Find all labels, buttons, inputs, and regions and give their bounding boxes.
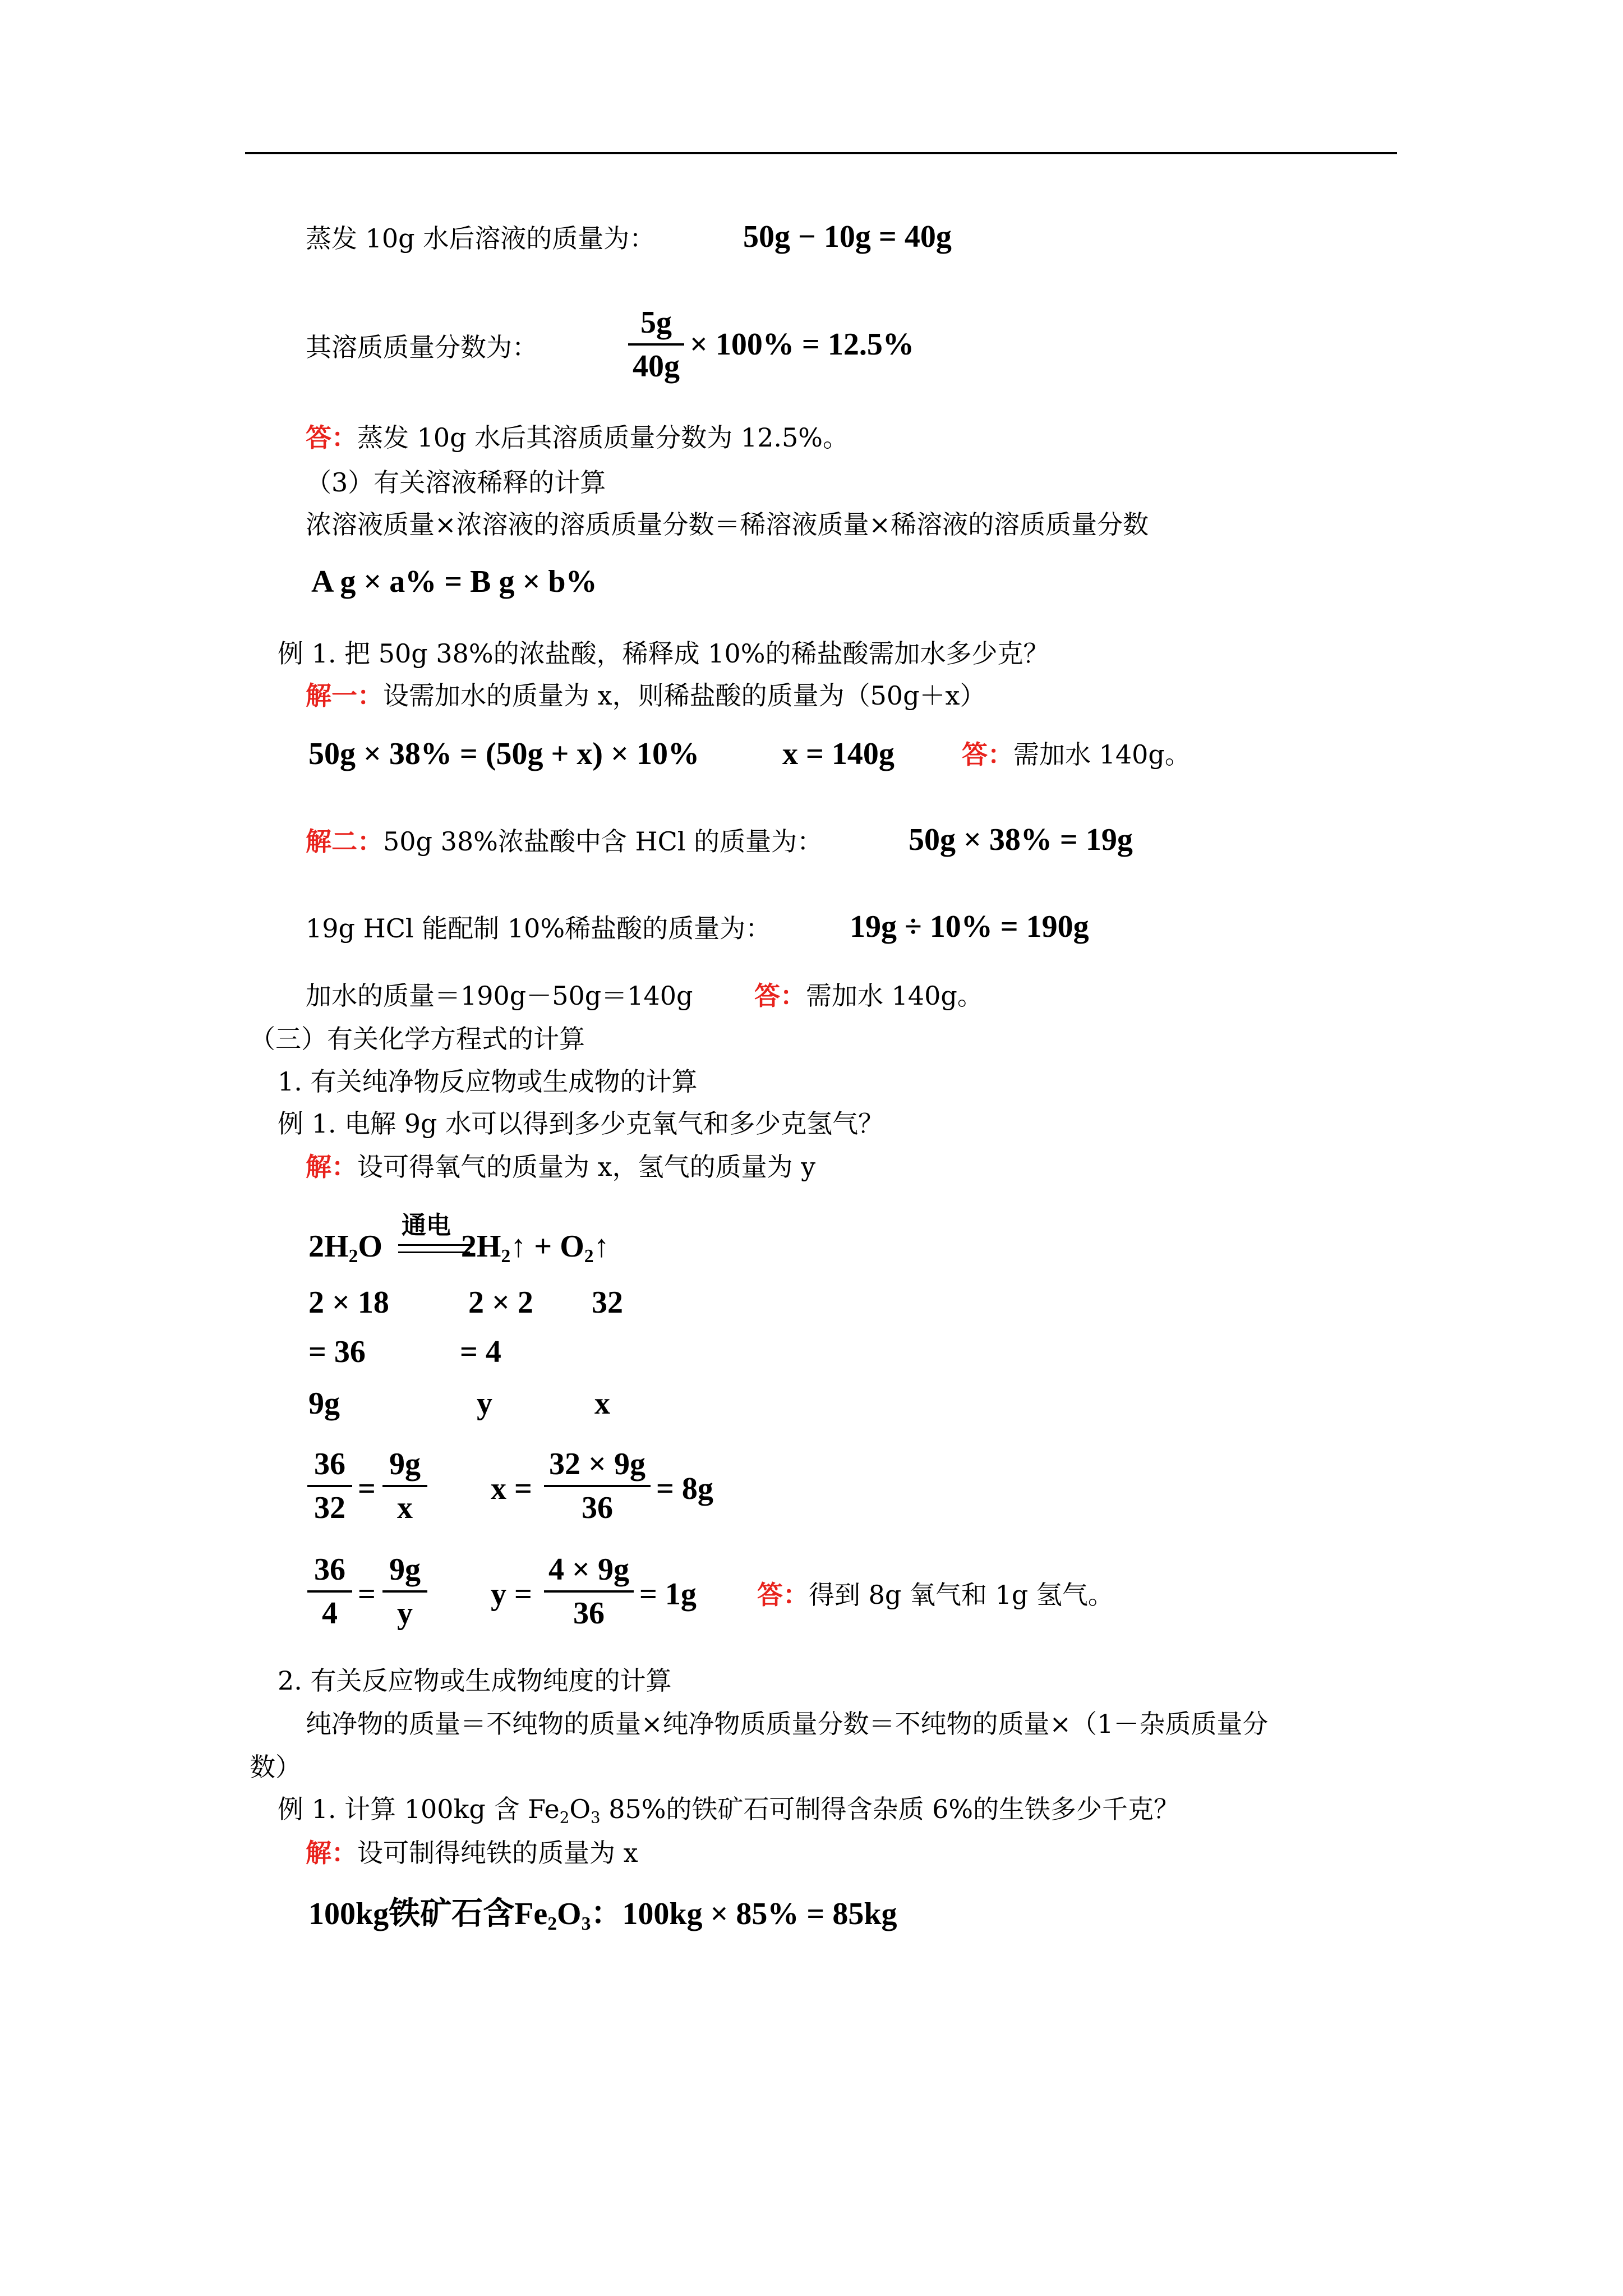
fraction-bar [382,1590,427,1593]
electrolysis-solution-text: 设可得氧气的质量为 x，氢气的质量为 y [357,1152,816,1182]
molar-row2-a: = 36 [308,1335,366,1369]
fraction-denominator: 40g [633,349,680,384]
proportion1-frac-c [544,1444,651,1527]
solution1-line [306,679,986,712]
proportion2-frac-b [382,1550,427,1633]
proportion2-frac-c-den: 36 [573,1596,605,1631]
section3-item1: 1. 有关纯净物反应物或生成物的计算 [278,1066,698,1097]
iron-ore-question-c: 85%的铁矿石可制得含杂质 6%的生铁多少千克？ [600,1794,1180,1824]
proportion2-frac-a-num: 36 [314,1552,345,1587]
proportion2-frac-a-den: 4 [322,1596,338,1631]
subsection-3-title: （3）有关溶液稀释的计算 [306,467,606,498]
example1-question: 例 1. 把 50g 38%的浓盐酸，稀释成 10%的稀盐酸需加水多少克？ [278,638,1049,669]
molar-row2-b: = 4 [460,1335,501,1369]
solution1-equation: 50g × 38% = (50g + x) × 10% [308,737,699,771]
electrolysis-answer [757,1578,1114,1612]
gas-arrow-icon: ↑ [510,1229,527,1264]
dilution-formula-math: A g × a% = B g × b% [311,564,597,599]
evap-equation: 50g − 10g = 40g [743,219,952,254]
solution1-text: 设需加水的质量为 x，则稀盐酸的质量为（50g＋x） [383,680,986,711]
answer-label: 答： [306,422,357,453]
fraction-5g-40g [628,303,684,386]
iron-ore-question-b: O [569,1794,591,1824]
proportion2-y-label: y = [491,1577,532,1612]
solution2-answer-label: 答： [754,981,806,1011]
solution2-equation2: 19g ÷ 10% = 190g [850,909,1089,944]
molar-row1-c: 32 [592,1285,623,1320]
reaction-equation: $2H_2O$ $2H_2↑$ + $O_2↑$ [308,1229,610,1267]
fraction-bar [382,1485,427,1487]
reaction-condition: 通电 [402,1211,451,1240]
iron-ore-equation: 100kg铁矿石含$Fe_2O_3$：100kg × 85% = 85kg [308,1897,897,1935]
section3-item2: 2. 有关反应物或生成物纯度的计算 [278,1665,672,1696]
gas-arrow-icon: ↑ [593,1229,610,1264]
solution2-equation: 50g × 38% = 19g [909,822,1133,857]
solution2-text: 50g 38%浓盐酸中含 HCl 的质量为： [383,826,823,857]
solution2-line [306,825,823,858]
proportion2-frac-b-num: 9g [389,1552,421,1587]
molar-row1-a: 2 × 18 [308,1285,389,1320]
evap-label: 蒸发 10g 水后溶液的质量为： [306,223,656,254]
electrolysis-question: 例 1. 电解 9g 水可以得到多少克氧气和多少克氢气？ [278,1108,884,1139]
solution1-answer [962,738,1191,771]
proportion2-result: = 1g [639,1577,697,1612]
iron-ore-question: 例 1. 计算 100kg 含 $Fe_2O_3$ 85%的铁矿石可制得含杂质 6%的生铁多少千克？ [278,1794,1180,1827]
answer-text: 蒸发 10g 水后其溶质质量分数为 12.5%。 [357,422,849,453]
purity-formula-a: 纯净物的质量＝不纯物的质量×纯净物质质量分数＝不纯物的质量×（1－杂质质量分 [306,1709,1269,1739]
molar-row3-b: y [477,1386,492,1421]
proportion1-frac-a [307,1444,352,1527]
answer-line [306,421,849,454]
solution1-answer-label: 答： [962,739,1013,770]
section3-title: （三）有关化学方程式的计算 [250,1024,585,1054]
solution2-label: 解二： [306,826,383,857]
header-rule [245,152,1397,154]
proportion1-frac-b [382,1444,427,1527]
proportion1-x-label: x = [491,1471,532,1506]
proportion2-frac-a [307,1550,352,1633]
proportion2-frac-c-num: 4 × 9g [548,1552,629,1587]
proportion1-frac-c-den: 36 [582,1490,613,1525]
proportion1-frac-b-num: 9g [389,1447,421,1481]
electrolysis-solution-label: 解： [306,1152,357,1182]
fraction-label: 其溶质质量分数为： [306,332,538,362]
proportion2-frac-c [544,1550,634,1633]
solution2-answer-text: 需加水 140g。 [806,981,983,1011]
iron-ore-equation-c: ：100kg × 85% = 85kg [591,1897,897,1931]
solution1-answer-text: 需加水 140g。 [1013,739,1191,770]
molar-row1-b: 2 × 2 [468,1285,533,1320]
iron-ore-solution-line [306,1836,638,1870]
fraction-bar [544,1590,634,1593]
proportion1-equals: = [358,1471,376,1506]
solution1-label: 解一： [306,680,383,711]
purity-formula-b: 数） [250,1752,301,1782]
fraction-result: × 100% = 12.5% [690,327,914,362]
solution2-line3: 加水的质量＝190g－50g＝140g [306,981,693,1011]
proportion1-result: = 8g [656,1471,713,1506]
solution2-answer [754,979,983,1013]
iron-ore-solution-label: 解： [306,1838,357,1868]
iron-ore-equation-b: O [557,1897,582,1931]
molar-row3-a: 9g [308,1386,340,1421]
iron-ore-solution-text: 设可制得纯铁的质量为 x [357,1838,638,1868]
fraction-bar [307,1590,352,1593]
proportion1-frac-a-den: 32 [314,1490,345,1525]
proportion2-frac-b-den: y [397,1596,413,1631]
fraction-numerator: 5g [640,305,672,340]
proportion1-frac-c-num: 32 × 9g [549,1447,645,1481]
iron-ore-equation-a: 100kg铁矿石含Fe [308,1897,548,1931]
proportion1-frac-a-num: 36 [314,1447,345,1481]
fraction-bar [628,343,684,346]
proportion2-equals: = [358,1577,376,1612]
iron-ore-question-a: 例 1. 计算 100kg 含 Fe [278,1794,560,1824]
fraction-bar [544,1485,651,1487]
molar-row3-c: x [594,1386,610,1421]
reaction-double-line [398,1244,470,1253]
electrolysis-solution-line [306,1150,815,1184]
electrolysis-answer-label: 答： [757,1580,809,1610]
fraction-bar [307,1485,352,1487]
solution2-line2: 19g HCl 能配制 10%稀盐酸的质量为： [306,913,772,944]
proportion1-frac-b-den: x [397,1490,413,1525]
solution1-x-value: x = 140g [782,737,895,771]
dilution-formula-text: 浓溶液质量×浓溶液的溶质质量分数＝稀溶液质量×稀溶液的溶质质量分数 [306,509,1149,540]
electrolysis-answer-text: 得到 8g 氧气和 1g 氢气。 [809,1580,1114,1610]
